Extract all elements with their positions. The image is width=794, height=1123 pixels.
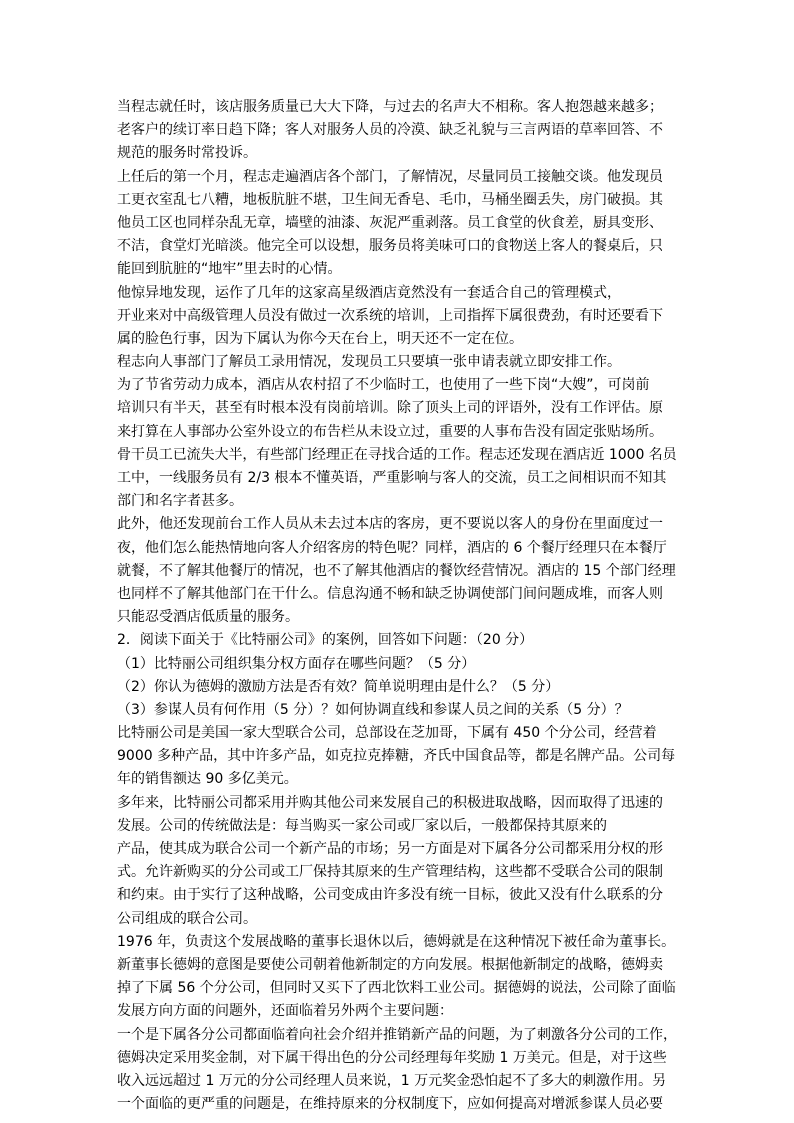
text-line: 开业来对中高级管理人员没有做过一次系统的培训，上司指挥下属很费劲，有时还要看下	[117, 307, 663, 324]
text-line: 就餐，不了解其他餐厅的情况，也不了解其他酒店的餐饮经营情况。酒店的 15 个部门经理	[117, 562, 676, 579]
text-line: 上任后的第一个月，程志走遍酒店各个部门，了解情况，尽量同员工接触交谈。他发现员	[117, 168, 663, 185]
text-line: 新董事长德姆的意图是要使公司朝着他新制定的方向发展。根据他新制定的战略，德姆卖	[117, 956, 663, 973]
text-line: 9000 多种产品，其中许多产品，如克拉克捧糖，齐氏中国食品等，都是名牌产品。公司每	[117, 748, 676, 765]
text-line: （1）比特丽公司组织集分权方面存在哪些问题？（5 分）	[117, 655, 476, 672]
text-line: 发展方向方面的问题外，还面临着另外两个主要问题：	[117, 1003, 453, 1020]
text-line: 部门和名字者甚多。	[117, 493, 243, 510]
text-line: 多年来，比特丽公司都采用并购其他公司来发展自己的积极进取战略，因而取得了迅速的	[117, 794, 663, 811]
text-line: 工中，一线服务员有 2/3 根本不懂英语，严重影响与客人的交流，员工之间相识而不知其	[117, 470, 667, 486]
text-line: 比特丽公司是美国一家大型联合公司，总部设在芝加哥，下属有 450 个分公司，经营着	[117, 725, 657, 742]
text-line: 只能忍受酒店低质量的服务。	[117, 609, 299, 626]
text-line: 来打算在人事部办公室外设立的布告栏从未设立过，重要的人事布告没有固定张贴场所。	[117, 423, 663, 440]
text-line: 发展。公司的传统做法是：每当购买一家公司或厂家以后，一般都保持其原来的	[117, 817, 607, 834]
text-line: 产品，使其成为联合公司一个新产品的市场；另一方面是对下属各分公司都采用分权的形	[117, 841, 663, 857]
text-line: 老客户的续订率日趋下降；客人对服务人员的冷漠、缺乏礼貌与三言两语的草率回答、不	[117, 122, 663, 139]
text-line: 1976 年，负责这个发展战略的董事长退休以后，德姆就是在这种情况下被任命为董事长。	[117, 933, 676, 950]
text-line: （2）你认为德姆的激励方法是否有效？简单说明理由是什么？（5 分）	[117, 678, 560, 695]
text-line: 收入远远超过 1 万元的分公司经理人员来说，1 万元奖金恐怕起不了多大的刺激作用。另	[117, 1072, 667, 1089]
text-line: 骨干员工已流失大半，有些部门经理正在寻找合适的工作。程志还发现在酒店近 1000 名员	[117, 446, 677, 463]
text-line: 年的销售额达 90 多亿美元。	[117, 771, 298, 788]
text-line: 一个面临的更严重的问题是，在维持原来的分权制度下，应如何提高对增派参谋人员必要	[117, 1096, 663, 1113]
text-line: 德姆决定采用奖金制，对下属干得出色的分公司经理每年奖励 1 万美元。但是，对于这些	[117, 1049, 667, 1066]
text-line: 为了节省劳动力成本，酒店从农村招了不少临时工，也使用了一些下岗“大嫂”，可岗前	[117, 377, 650, 394]
text-line: 工更衣室乱七八糟，地板肮脏不堪，卫生间无香皂、毛巾，马桶坐圈丢失，房门破损。其	[117, 191, 663, 208]
text-line: 规范的服务时常投诉。	[117, 145, 257, 162]
text-line: 此外，他还发现前台工作人员从未去过本店的客房，更不要说以客人的身份在里面度过一	[117, 516, 663, 533]
text-line: 式。允许新购买的分公司或工厂保持其原来的生产管理结构，这些都不受联合公司的限制	[117, 864, 663, 881]
text-line: 他惊异地发现，运作了几年的这家高星级酒店竟然没有一套适合自己的管理模式，	[117, 284, 621, 301]
text-line: 培训只有半天，甚至有时根本没有岗前培训。除了顶头上司的评语外，没有工作评估。原	[117, 400, 663, 417]
text-line: 2．阅读下面关于《比特丽公司》的案例，回答如下问题：（20 分）	[117, 632, 534, 649]
document-body	[117, 96, 677, 1116]
text-line: 和约束。由于实行了这种战略，公司变成由许多没有统一目标，彼此又没有什么联系的分	[117, 887, 663, 904]
text-line: 夜，他们怎么能热情地向客人介绍客房的特色呢？同样，酒店的 6 个餐厅经理只在本餐厅	[117, 539, 667, 556]
text-line: 也同样不了解其他部门在干什么。信息沟通不畅和缺乏协调使部门间问题成堆，而客人则	[117, 585, 663, 602]
text-line: 他员工区也同样杂乱无章，墙壁的油漆、灰泥严重剥落。员工食堂的伙食差，厨具变形、	[117, 214, 663, 231]
text-line: 公司组成的联合公司。	[117, 910, 257, 927]
text-line: 能回到肮脏的“地牢”里去时的心情。	[117, 261, 342, 278]
text-line: 程志向人事部门了解员工录用情况，发现员工只要填一张申请表就立即安排工作。	[117, 354, 621, 371]
text-line: （3）参谋人员有何作用（5 分）？如何协调直线和参谋人员之间的关系（5 分）？	[117, 701, 629, 718]
text-line: 一个是下属各分公司都面临着向社会介绍并推销新产品的问题，为了刺激各分公司的工作，	[117, 1026, 677, 1043]
text-line: 掉了下属 56 个分公司，但同时又买下了西北饮料工业公司。据德姆的说法，公司除了面临	[117, 980, 676, 997]
text-line: 属的脸色行事，因为下属认为你今天在台上，明天还不一定在位。	[117, 330, 523, 347]
text-line: 不洁，食堂灯光暗淡。他完全可以设想，服务员将美味可口的食物送上客人的餐桌后，只	[117, 238, 663, 255]
text-line: 当程志就任时，该店服务质量已大大下降，与过去的名声大不相称。客人抱怨越来越多；	[117, 99, 663, 115]
